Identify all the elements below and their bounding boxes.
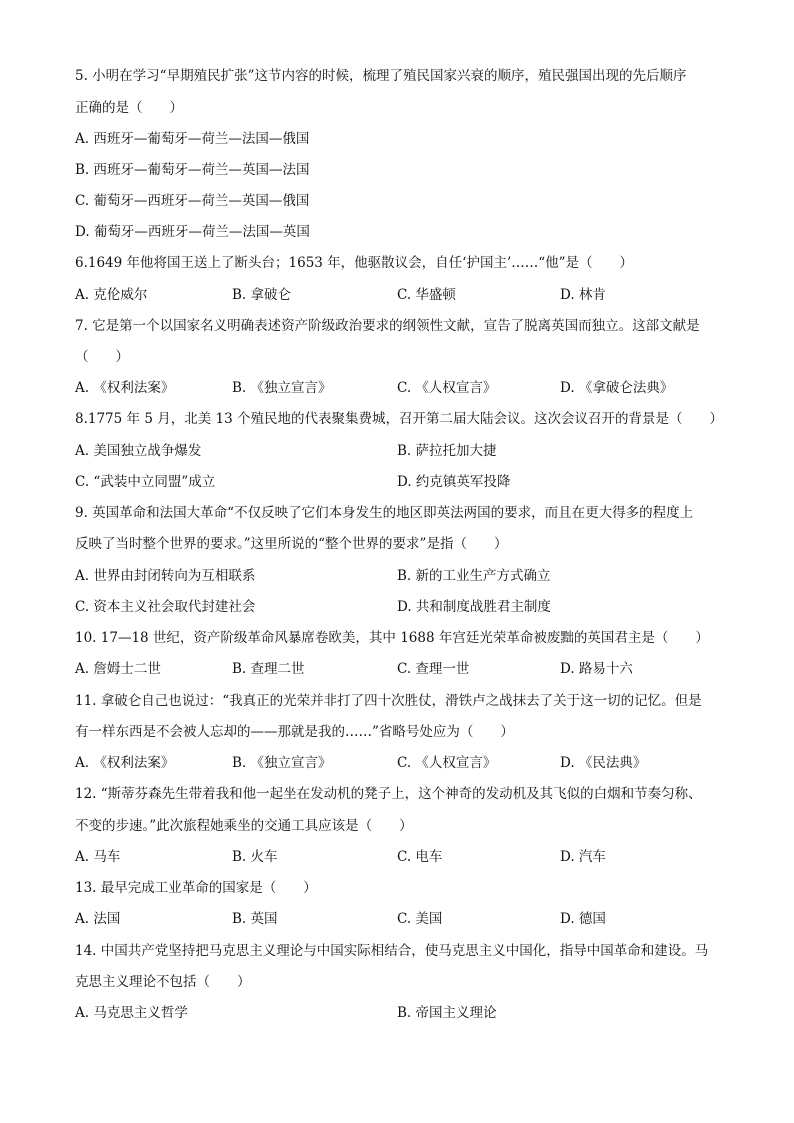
q5-stem-line-2: 正确的是（ ） (75, 100, 183, 116)
q11-option-c: C. 《人权宣言》 (397, 755, 497, 771)
q14-stem-line-2: 克思主义理论不包括（ ） (75, 974, 251, 990)
q5-stem-line-1: 5. 小明在学习“早期殖民扩张”这节内容的时候，梳理了殖民国家兴衰的顺序，殖民强国出现的先后顺序 (75, 68, 687, 84)
q9-option-c: C. 资本主义社会取代封建社会 (75, 599, 256, 615)
q7-option-d: D. 《拿破仑法典》 (560, 380, 674, 396)
q7-option-b: B. 《独立宣言》 (232, 380, 332, 396)
q7-stem-line-1: 7. 它是第一个以国家名义明确表述资产阶级政治要求的纲领性文献，宣告了脱离英国而独立。这部文献是 (75, 318, 700, 334)
q11-stem-line-1: 11. 拿破仑自己也说过：“我真正的光荣并非打了四十次胜仗，滑铁卢之战抹去了关于这一切的记忆。但是 (75, 693, 702, 709)
q10-option-d: D. 路易十六 (560, 661, 633, 677)
q9-option-b: B. 新的工业生产方式确立 (397, 568, 551, 584)
q10-option-b: B. 查理二世 (232, 661, 305, 677)
q11-option-a: A. 《权利法案》 (75, 755, 175, 771)
q13-option-c: C. 美国 (397, 911, 443, 927)
q14-stem-line-1: 14. 中国共产党坚持把马克思主义理论与中国实际相结合，使马克思主义中国化，指导中国革命和建设。马 (75, 943, 709, 959)
q11-option-b: B. 《独立宣言》 (232, 755, 332, 771)
q8-stem: 8.1775 年 5 月，北美 13 个殖民地的代表聚集费城，召开第二届大陆会议。这次会议召开的背景是（ ） (75, 411, 723, 427)
q12-option-c: C. 电车 (397, 849, 443, 865)
q8-option-c: C. “武装中立同盟”成立 (75, 474, 216, 490)
q11-option-d: D. 《民法典》 (560, 755, 647, 771)
q13-option-b: B. 英国 (232, 911, 278, 927)
q10-option-a: A. 詹姆士二世 (75, 661, 161, 677)
q7-stem-line-2: （ ） (75, 349, 129, 365)
q11-stem-line-2: 有一样东西是不会被人忘却的——那就是我的……”省略号处应为（ ） (75, 724, 514, 740)
q9-stem-line-1: 9. 英国革命和法国大革命“不仅反映了它们本身发生的地区即英法两国的要求，而且在更大得多的程度上 (75, 505, 694, 521)
q5-option-c: C. 葡萄牙—西班牙—荷兰—英国—俄国 (75, 193, 310, 209)
q12-stem-line-2: 不变的步速。”此次旅程她乘坐的交通工具应该是（ ） (75, 818, 413, 834)
q7-option-c: C. 《人权宣言》 (397, 380, 497, 396)
q9-option-d: D. 共和制度战胜君主制度 (397, 599, 551, 615)
q8-option-b: B. 萨拉托加大捷 (397, 443, 497, 459)
q8-option-a: A. 美国独立战争爆发 (75, 443, 202, 459)
q6-option-d: D. 林肯 (560, 287, 606, 303)
q5-option-b: B. 西班牙—葡萄牙—荷兰—英国—法国 (75, 162, 310, 178)
q6-stem: 6.1649 年他将国王送上了断头台；1653 年，他驱散议会，自任‘护国主’……“他”是（ ） (75, 255, 634, 271)
q12-option-b: B. 火车 (232, 849, 278, 865)
q10-option-c: C. 查理一世 (397, 661, 470, 677)
q6-option-a: A. 克伦威尔 (75, 287, 148, 303)
q9-stem-line-2: 反映了当时整个世界的要求。”这里所说的“整个世界的要求”是指（ ） (75, 536, 508, 552)
q6-option-b: B. 拿破仑 (232, 287, 292, 303)
q5-option-a: A. 西班牙—葡萄牙—荷兰—法国—俄国 (75, 131, 310, 147)
q10-stem: 10. 17—18 世纪，资产阶级革命风暴席卷欧美，其中 1688 年宫廷光荣革命被废黜的英国君主是（ ） (75, 630, 709, 646)
q8-option-d: D. 约克镇英军投降 (397, 474, 511, 490)
q12-option-a: A. 马车 (75, 849, 121, 865)
q13-stem: 13. 最早完成工业革命的国家是（ ） (75, 880, 317, 896)
q6-option-c: C. 华盛顿 (397, 287, 456, 303)
q13-option-d: D. 德国 (560, 911, 606, 927)
q12-stem-line-1: 12. “斯蒂芬森先生带着我和他一起坐在发动机的凳子上，这个神奇的发动机及其飞似的白烟和节奏匀称、 (75, 786, 702, 802)
q12-option-d: D. 汽车 (560, 849, 606, 865)
q13-option-a: A. 法国 (75, 911, 121, 927)
q9-option-a: A. 世界由封闭转向为互相联系 (75, 568, 256, 584)
q14-option-b: B. 帝国主义理论 (397, 1005, 497, 1021)
q14-option-a: A. 马克思主义哲学 (75, 1005, 188, 1021)
q5-option-d: D. 葡萄牙—西班牙—荷兰—法国—英国 (75, 224, 310, 240)
q7-option-a: A. 《权利法案》 (75, 380, 175, 396)
